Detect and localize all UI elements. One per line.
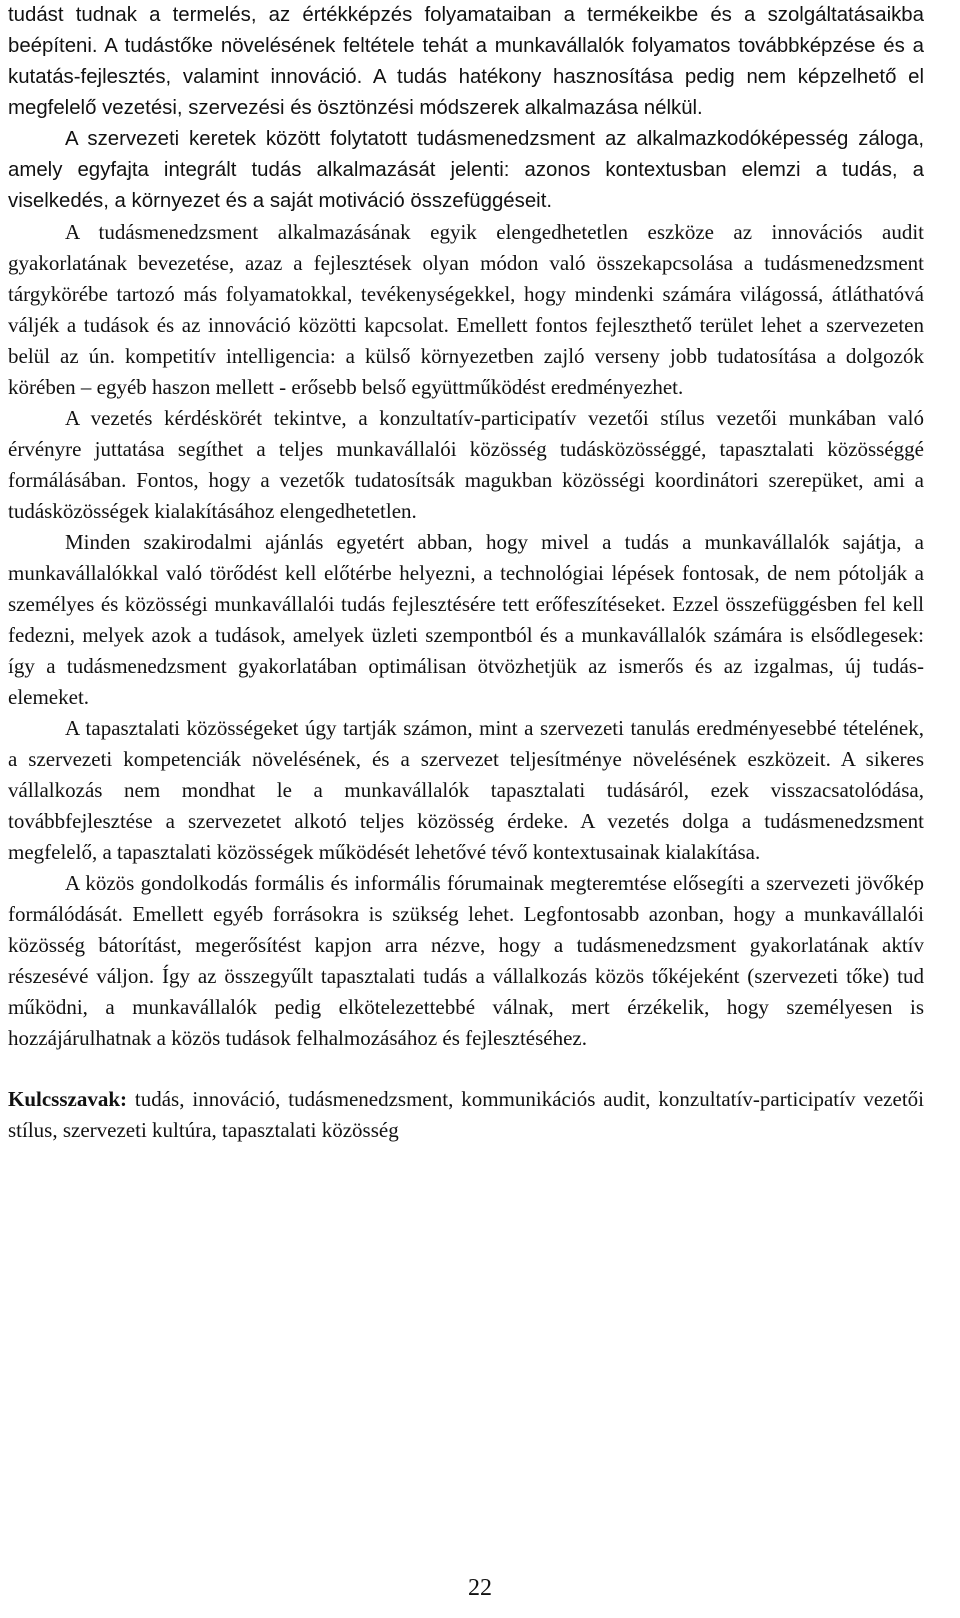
paragraph-knowledge-management-adaptability: A szervezeti keretek között folytatott tudásmenedzsment az alkalmazkodóképesség záloga, amely egyfajta integrált tudás alkalmazását jelenti: azonos kontextusban elemzi a tudás, a viselkedés, a környezet és a saját motiváció összefüggéseit. — [8, 128, 924, 212]
keywords-label: Kulcsszavak: — [8, 1087, 128, 1111]
keywords-text: tudás, innováció, tudásmenedzsment, kommunikációs audit, konzultatív-participatív vezetői stílus, szervezeti kultúra, tapasztalati közösség — [8, 1087, 924, 1142]
paragraph-communities-of-practice: A tapasztalati közösségeket úgy tartják számon, mint a szervezeti tanulás eredményesebbé tételének, a szervezeti kompetenciák növelésének, és a szervezet teljesítménye növelésének eszközeit. A sikeres vállalkozás nem mondhat le a munkavállalók tapasztalati tudásáról, ezek visszacsatolódása, továbbfejlesztése a szervezetet alkotó teljes közösség érdeke. A vezetés dolga a tudásmenedzsment megfelelő, a tapasztalati közösségek működését lehetővé tévő kontextusainak kialakítása. — [8, 716, 924, 864]
paragraph-intro-continuation: tudást tudnak a termelés, az értékképzés folyamataiban a termékeikbe és a szolgáltatásaikba beépíteni. A tudástőke növelésének feltétele tehát a munkavállalók folyamatos továbbképzése és a kutatás-fejlesztés, valamint innováció. A tudás hatékony hasznosítása pedig nem képzelhető el megfelelő vezetési, szervezési és ösztönzési módszerek alkalmazása nélkül. — [8, 4, 924, 119]
paragraph-common-thinking-forums: A közös gondolkodás formális és informális fórumainak megteremtése elősegíti a szervezeti jövőkép formálódását. Emellett egyéb forrásokra is szükség lehet. Legfontosabb azonban, hogy a munkavállalói közösség bátorítást, megerősítést kapjon arra nézve, hogy a tudásmenedzsment gyakorlatának aktív részesévé váljon. Így az összegyűlt tapasztalati tudás a vállalkozás közös tőkéjeként (szervezeti tőke) tud működni, a munkavállalók pedig elkötelezettebbé válnak, mert érzékelik, hogy személyesen is hozzájárulhatnak a közös tudások felhalmozásához és fejlesztéséhez. — [8, 871, 924, 1050]
page-number: 22 — [468, 1575, 492, 1601]
paragraph-literature-recommendations: Minden szakirodalmi ajánlás egyetért abban, hogy mivel a tudás a munkavállalók sajátja, a munkavállalókkal való törődést kell előtérbe helyezni, a technológiai lépések fontosak, de nem pótolják a személyes és közösségi munkavállalói tudás fejlesztésére tett erőfeszítéseket. Ezzel összefüggésben fel kell fedezni, melyek azok a tudások, amelyek üzleti szempontból és a munkavállalók számára is elsődlegesek: így a tudásmenedzsment gyakorlatában optimálisan ötvözhetjük az ismerős és az izgalmas, új tudás-elemeket. — [8, 530, 924, 709]
keywords-line — [8, 1084, 924, 1146]
paragraph-leadership-style: A vezetés kérdéskörét tekintve, a konzultatív-participatív vezetői stílus vezetői munkában való érvényre juttatása segíthet a teljes munkavállalói közösség tudásközösséggé, tapasztalati közösséggé formálásában. Fontos, hogy a vezetők tudatosítsák magukban közösségi koordinátori szerepüket, ami a tudásközösségek kialakításához elengedhetetlen. — [8, 406, 924, 523]
document-page — [8, 0, 924, 1146]
paragraph-innovation-audit: A tudásmenedzsment alkalmazásának egyik elengedhetetlen eszköze az innovációs audit gyakorlatának bevezetése, azaz a fejlesztések olyan módon való összekapcsolása a tudásmenedzsment tárgykörébe tartozó más folyamatokkal, tevékenységekkel, hogy mindenki számára világossá, átláthatóvá váljék a tudások és az innováció közötti kapcsolat. Emellett fontos fejleszthető terület lehet a szervezeten belül az ún. kompetitív intelligencia: a külső környezetben zajló verseny jobb tudatosítása a dolgozók körében – egyéb haszon mellett - erősebb belső együttműködést eredményezhet. — [8, 220, 924, 399]
